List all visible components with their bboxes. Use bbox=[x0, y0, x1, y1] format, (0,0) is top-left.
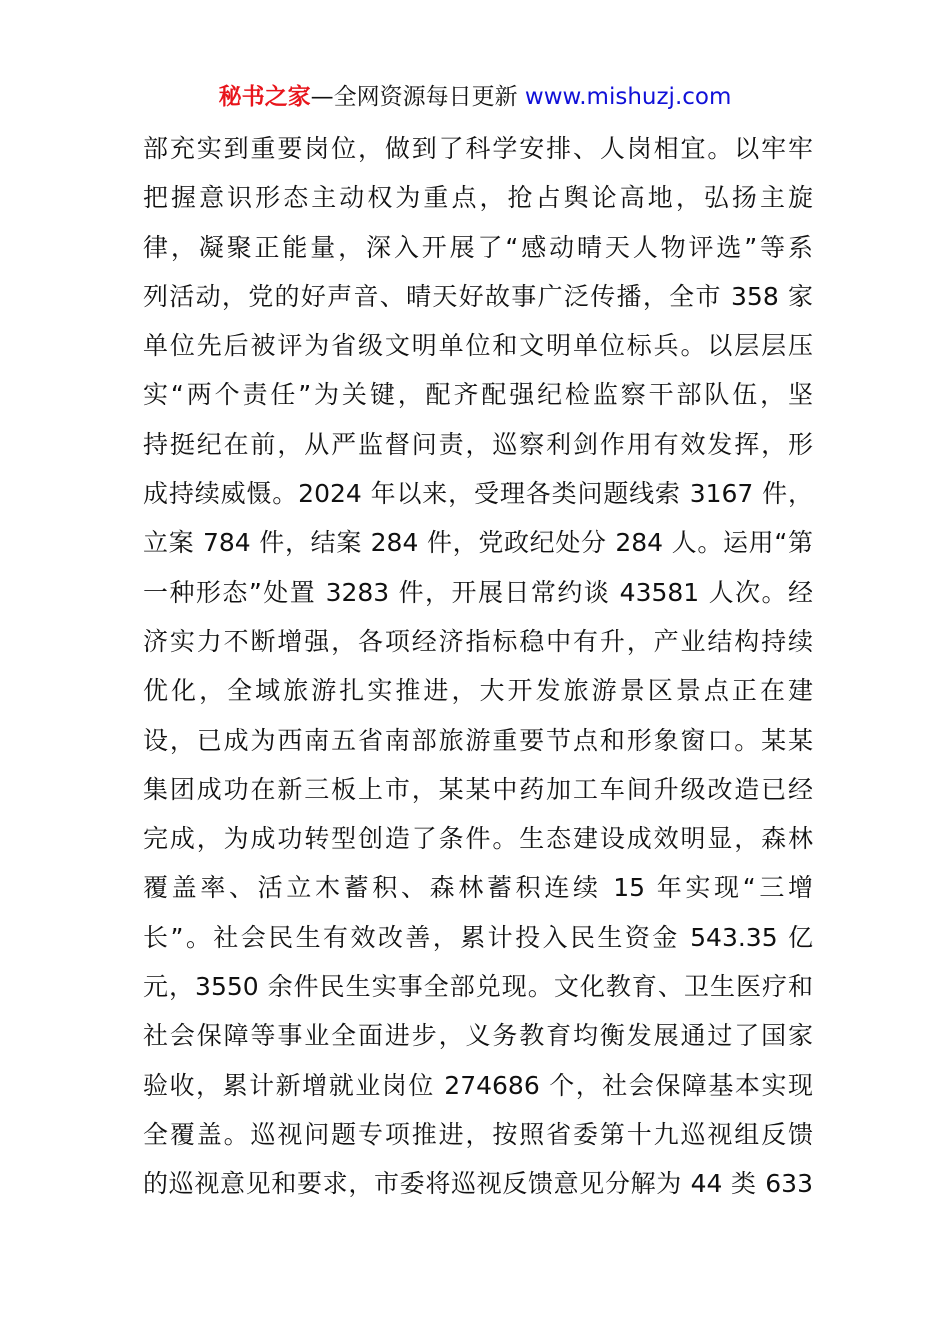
header-tagline: —全网资源每日更新 bbox=[310, 84, 518, 110]
text-line: 长”。社会民生有效改善，累计投入民生资金 543.35 亿 bbox=[143, 922, 813, 952]
document-body bbox=[143, 124, 813, 1209]
text-line: 一种形态”处置 3283 件，开展日常约谈 43581 人次。经 bbox=[143, 577, 813, 607]
text-line: 成持续威慑。2024 年以来，受理各类问题线索 3167 件， bbox=[143, 479, 813, 509]
text-line: 单位先后被评为省级文明单位和文明单位标兵。以层层压 bbox=[143, 331, 813, 361]
text-line: 元，3550 余件民生实事全部兑现。文化教育、卫生医疗和 bbox=[143, 972, 813, 1002]
text-line: 覆盖率、活立木蓄积、森林蓄积连续 15 年实现“三增 bbox=[143, 873, 813, 903]
text-line: 集团成功在新三板上市，某某中药加工车间升级改造已经 bbox=[143, 774, 813, 804]
site-url-link[interactable]: www.mishuzj.com bbox=[524, 84, 732, 110]
text-line: 的巡视意见和要求，市委将巡视反馈意见分解为 44 类 633 bbox=[143, 1169, 813, 1199]
text-line: 立案 784 件，结案 284 件，党政纪处分 284 人。运用“第 bbox=[143, 528, 813, 558]
text-line: 律，凝聚正能量，深入开展了“感动晴天人物评选”等系 bbox=[143, 232, 813, 262]
text-line: 设，已成为西南五省南部旅游重要节点和形象窗口。某某 bbox=[143, 725, 813, 755]
text-line: 济实力不断增强，各项经济指标稳中有升，产业结构持续 bbox=[143, 626, 813, 656]
text-line: 实“两个责任”为关键，配齐配强纪检监察干部队伍，坚 bbox=[143, 380, 813, 410]
text-line: 优化，全域旅游扎实推进，大开发旅游景区景点正在建 bbox=[143, 676, 813, 706]
text-line: 持挺纪在前，从严监督问责，巡察利剑作用有效发挥，形 bbox=[143, 429, 813, 459]
text-line: 把握意识形态主动权为重点，抢占舆论高地，弘扬主旋 bbox=[143, 183, 813, 213]
text-line: 列活动，党的好声音、晴天好故事广泛传播，全市 358 家 bbox=[143, 281, 813, 311]
brand-name: 秘书之家 bbox=[218, 84, 311, 110]
text-line: 全覆盖。巡视问题专项推进，按照省委第十九巡视组反馈 bbox=[143, 1119, 813, 1149]
text-line: 完成，为成功转型创造了条件。生态建设成效明显，森林 bbox=[143, 824, 813, 854]
text-line: 部充实到重要岗位，做到了科学安排、人岗相宜。以牢牢 bbox=[143, 134, 813, 163]
text-line: 社会保障等事业全面进步，义务教育均衡发展通过了国家 bbox=[143, 1021, 813, 1051]
text-line: 验收，累计新增就业岗位 274686 个，社会保障基本实现 bbox=[143, 1070, 813, 1100]
page-header bbox=[0, 82, 950, 112]
